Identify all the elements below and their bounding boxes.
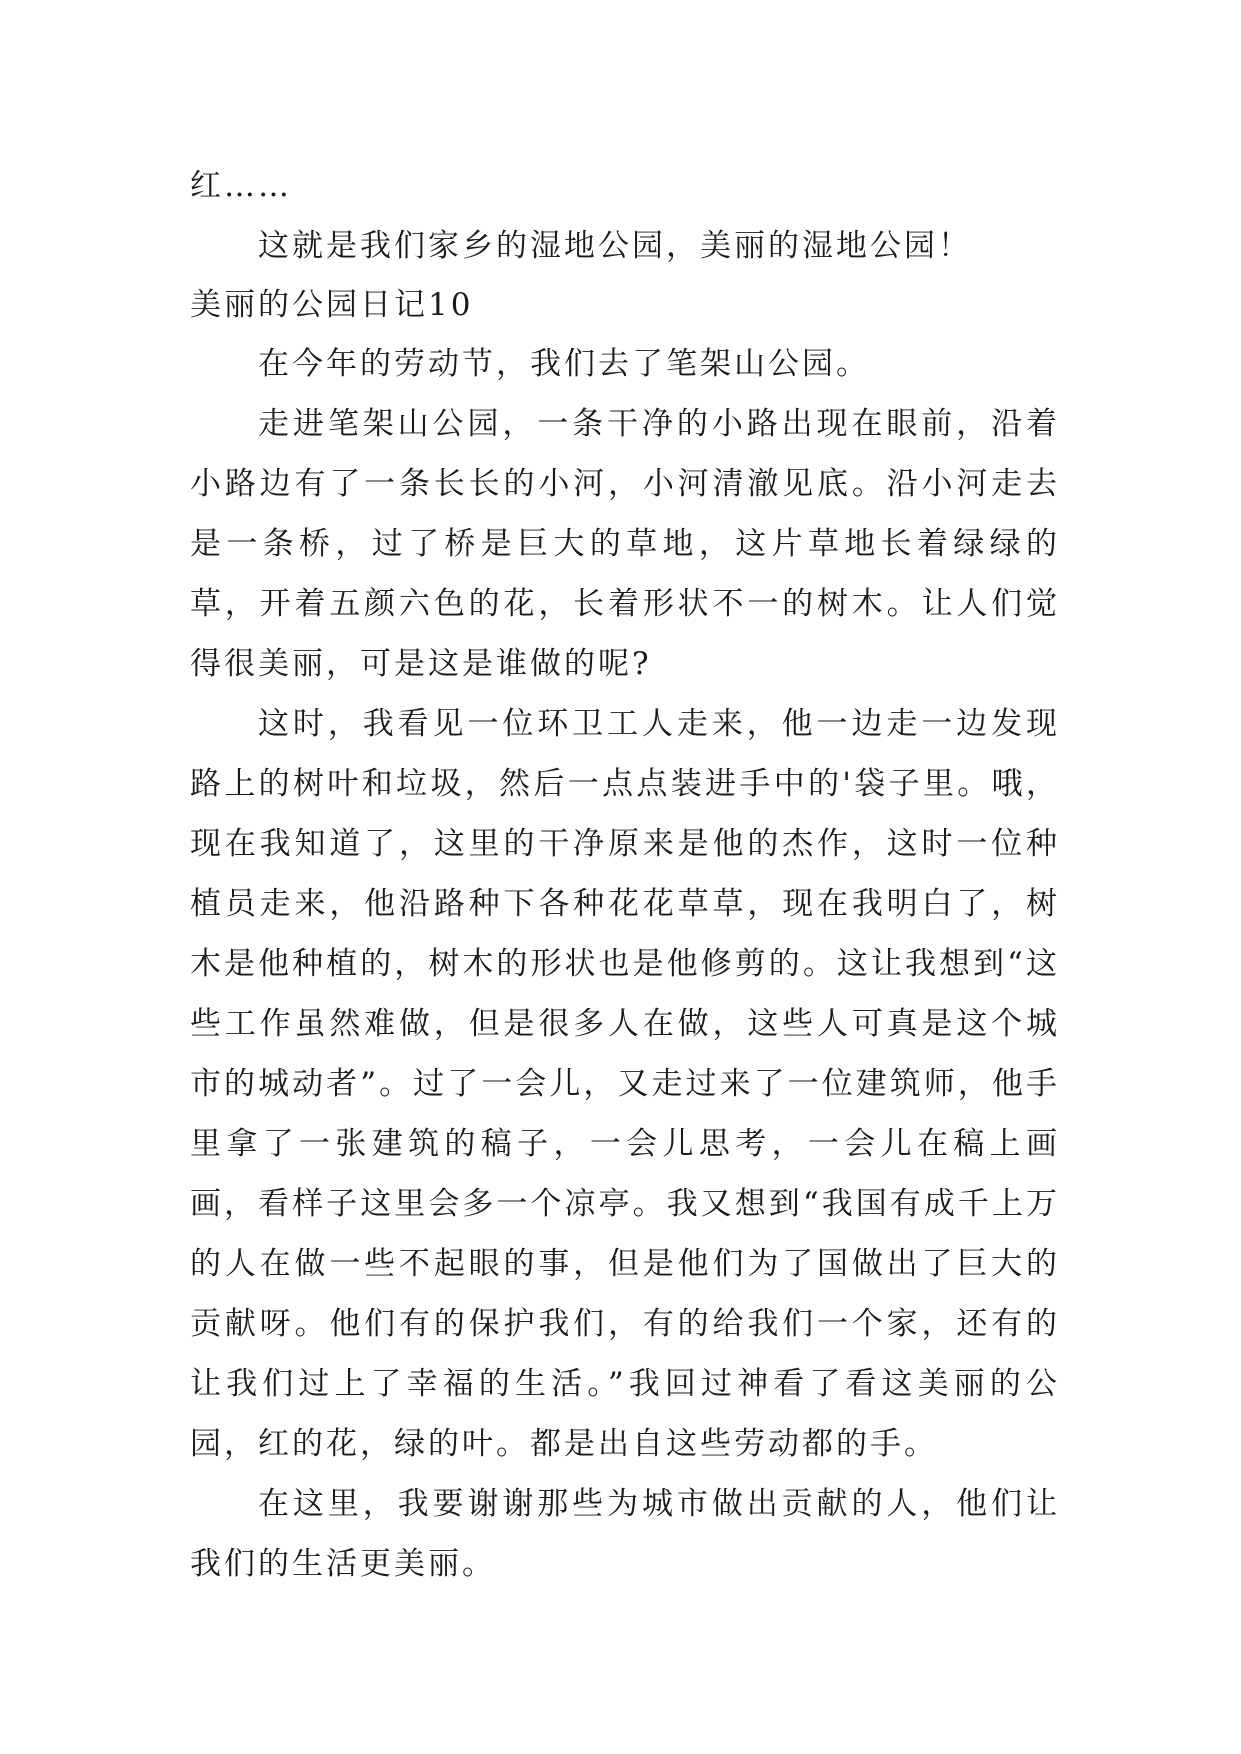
paragraph-park-scene: 走进笔架山公园，一条干净的小路出现在眼前，沿着小路边有了一条长长的小河，小河清澈见底。沿小河走去是一条桥，过了桥是巨大的草地，这片草地长着绿绿的草，开着五颜六色的花，长着形状不一的树木。让人们觉得很美丽，可是这是谁做的呢? [190,406,1060,682]
document-body [190,156,1060,1594]
paragraph-continuation: 红…… [190,168,292,204]
paragraph-workers: 这时，我看见一位环卫工人走来，他一边走一边发现路上的树叶和垃圾，然后一点点装进手中的'袋子里。哦，现在我知道了，这里的干净原来是他的杰作，这时一位种植员走来，他沿路种下各种花花草草，现在我明白了，树木是他种植的，树木的形状也是他修剪的。这让我想到“这些工作虽然难做，但是很多人在做，这些人可真是这个城市的城动者”。过了一会儿，又走过来了一位建筑师，他手里拿了一张建筑的稿子，一会儿思考，一会儿在稿上画画，看样子这里会多一个凉亭。我又想到“我国有成千上万的人在做一些不起眼的事，但是他们为了国做出了巨大的贡献呀。他们有的保护我们，有的给我们一个家，还有的让我们过上了幸福的生活。”我回过神看了看这美丽的公园，红的花，绿的叶。都是出自这些劳动都的手。 [190,706,1060,1462]
paragraph-closing-line: 这就是我们家乡的湿地公园，美丽的湿地公园！ [258,228,972,264]
paragraph-conclusion: 在这里，我要谢谢那些为城市做出贡献的人，他们让我们的生活更美丽。 [190,1486,1060,1582]
section-title: 美丽的公园日记10 [190,287,474,323]
paragraph-intro: 在今年的劳动节，我们去了笔架山公园。 [258,346,870,382]
